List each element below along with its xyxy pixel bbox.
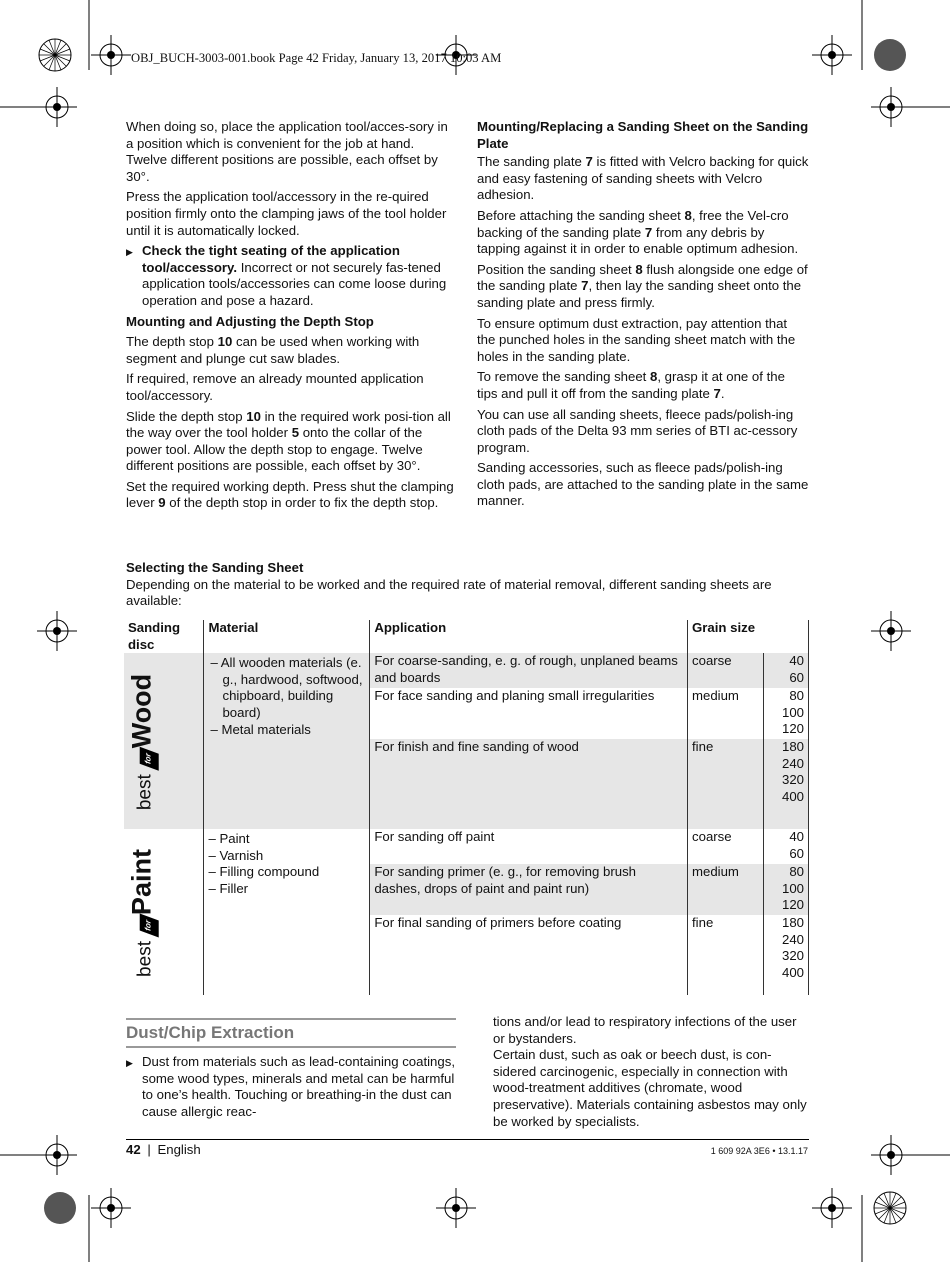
application-cell: For finish and fine sanding of wood — [370, 739, 688, 829]
paragraph: If required, remove an already mounted application tool/accessory. — [126, 371, 424, 403]
grain-cell: 40 60 — [763, 829, 808, 864]
footer-rule — [126, 1139, 809, 1140]
section-heading: Selecting the Sanding Sheet — [126, 560, 304, 575]
sanding-table — [124, 620, 809, 995]
application-cell: For face sanding and planing small irregularities — [370, 688, 688, 739]
wood-logo-cell — [124, 653, 204, 829]
paragraph: Certain dust, such as oak or beech dust, is con-sidered carcinogenic, especially in connection with wood-treatment additives (chromate, wood preservative). Materials containing asbestos may only be worked by specialists. — [493, 1047, 807, 1129]
paragraph: tions and/or lead to respiratory infections of the user or bystanders. — [493, 1014, 797, 1046]
col-header-disc: Sanding disc — [124, 620, 204, 653]
page-number: 42 — [126, 1142, 141, 1157]
application-cell: For coarse-sanding, e. g. of rough, unplaned beams and boards — [370, 653, 688, 688]
print-header: OBJ_BUCH-3003-001.book Page 42 Friday, January 13, 2017 10:03 AM — [131, 51, 502, 65]
section-rule-bottom — [126, 1046, 456, 1048]
grade-cell: medium — [688, 688, 764, 739]
grade-cell: medium — [688, 864, 764, 915]
grain-cell: 80 100 120 — [763, 864, 808, 915]
best-for-paint-logo: best forPaint — [126, 849, 157, 978]
application-cell: For final sanding of primers before coating — [370, 915, 688, 995]
dust-left — [126, 1054, 456, 1124]
warning-bullet: ▶ Check the tight seating of the application tool/accessory. Incorrect or not securely fas-tened application tools/accessories can come loose during operation and pose a hazard. — [126, 243, 456, 309]
grade-cell: fine — [688, 915, 764, 995]
paragraph: Press the application tool/accessory in the re-quired position firmly onto the clamping jaws of the tool holder until it is automatically locked. — [126, 189, 447, 238]
footer-left: 42 | English — [126, 1142, 201, 1157]
grade-cell: fine — [688, 739, 764, 829]
paragraph: The depth stop 10 can be used when working with segment and plunge cut saw blades. — [126, 334, 420, 366]
paragraph: The sanding plate 7 is fitted with Velcro backing for quick and easy fastening of sanding sheets with Velcro adhesion. — [477, 154, 809, 203]
paragraph: Slide the depth stop 10 in the required work posi-tion all the way over the tool holder 5 onto the collar of the power tool. Allow the depth stop to engage. Twelve different positions are possible, each offset by 30°. — [126, 408, 451, 474]
application-cell: For sanding primer (e. g., for removing brush dashes, drops of paint and paint run) — [370, 864, 688, 915]
section-rule-top — [126, 1018, 456, 1020]
paint-logo-cell — [124, 829, 204, 995]
dust-right — [493, 1014, 809, 1130]
paragraph: To ensure optimum dust extraction, pay attention that the punched holes in the sanding sheet match with the holes in the sanding plate. — [477, 315, 796, 364]
col-header-application: Application — [370, 620, 688, 653]
table-header-row — [124, 620, 809, 653]
selecting-section — [126, 560, 809, 610]
grain-cell: 180 240 320 400 — [763, 739, 808, 829]
table-row — [124, 829, 809, 864]
grade-cell: coarse — [688, 829, 764, 864]
grain-cell: 40 60 — [763, 653, 808, 688]
paint-materials: – Paint – Varnish – Filling compound – Filler — [204, 829, 370, 995]
grain-cell: 80 100 120 — [763, 688, 808, 739]
paragraph: Sanding accessories, such as fleece pads/polish-ing cloth pads, are attached to the sanding plate in the same manner. — [477, 460, 809, 509]
col-header-grain: Grain size — [688, 620, 809, 653]
left-column — [126, 119, 456, 516]
paragraph: Before attaching the sanding sheet 8, free the Vel-cro backing of the sanding plate 7 from any debris by tapping against it in order to enable optimum adhesion. — [477, 207, 799, 257]
grade-cell: coarse — [688, 653, 764, 688]
wood-materials: – All wooden materials (e. g., hardwood, softwood, chipboard, building board) – Metal materials — [204, 653, 370, 829]
section-heading: Mounting/Replacing a Sanding Sheet on the Sanding Plate — [477, 119, 809, 151]
footer-code: 1 609 92A 3E6 • 13.1.17 — [710, 1146, 808, 1156]
section-heading-dust: Dust/Chip Extraction — [126, 1023, 295, 1042]
paragraph: To remove the sanding sheet 8, grasp it at one of the tips and pull it off from the sanding plate 7. — [477, 369, 785, 401]
language-label: English — [157, 1142, 201, 1157]
paragraph: You can use all sanding sheets, fleece pads/polish-ing cloth pads of the Delta 93 mm series of BTI ac-cessory program. — [477, 406, 798, 455]
paragraph: When doing so, place the application tool/acces-sory in a position which is convenient for the job at hand. Twelve different positions are possible, each offset by 30°. — [126, 119, 448, 184]
paragraph: Position the sanding sheet 8 flush alongside one edge of the sanding plate 7, then lay the sanding sheet onto the sanding plate and press firmly. — [477, 261, 808, 310]
paragraph: Depending on the material to be worked and the required rate of material removal, different sanding sheets are available: — [126, 576, 772, 609]
best-for-wood-logo: best forWood — [126, 674, 157, 811]
paragraph: Set the required working depth. Press shut the clamping lever 9 of the depth stop in order to fix the depth stop. — [126, 478, 454, 511]
section-heading: Mounting and Adjusting the Depth Stop — [126, 313, 374, 329]
application-cell: For sanding off paint — [370, 829, 688, 864]
grain-cell: 180 240 320 400 — [763, 915, 808, 995]
col-header-material: Material — [204, 620, 370, 653]
table-row — [124, 653, 809, 688]
right-column — [477, 119, 809, 514]
warning-bullet: ▶ Dust from materials such as lead-containing coatings, some wood types, minerals and metal can be harmful to one’s health. Touching or breathing-in the dust can cause allergic reac- — [126, 1054, 456, 1120]
